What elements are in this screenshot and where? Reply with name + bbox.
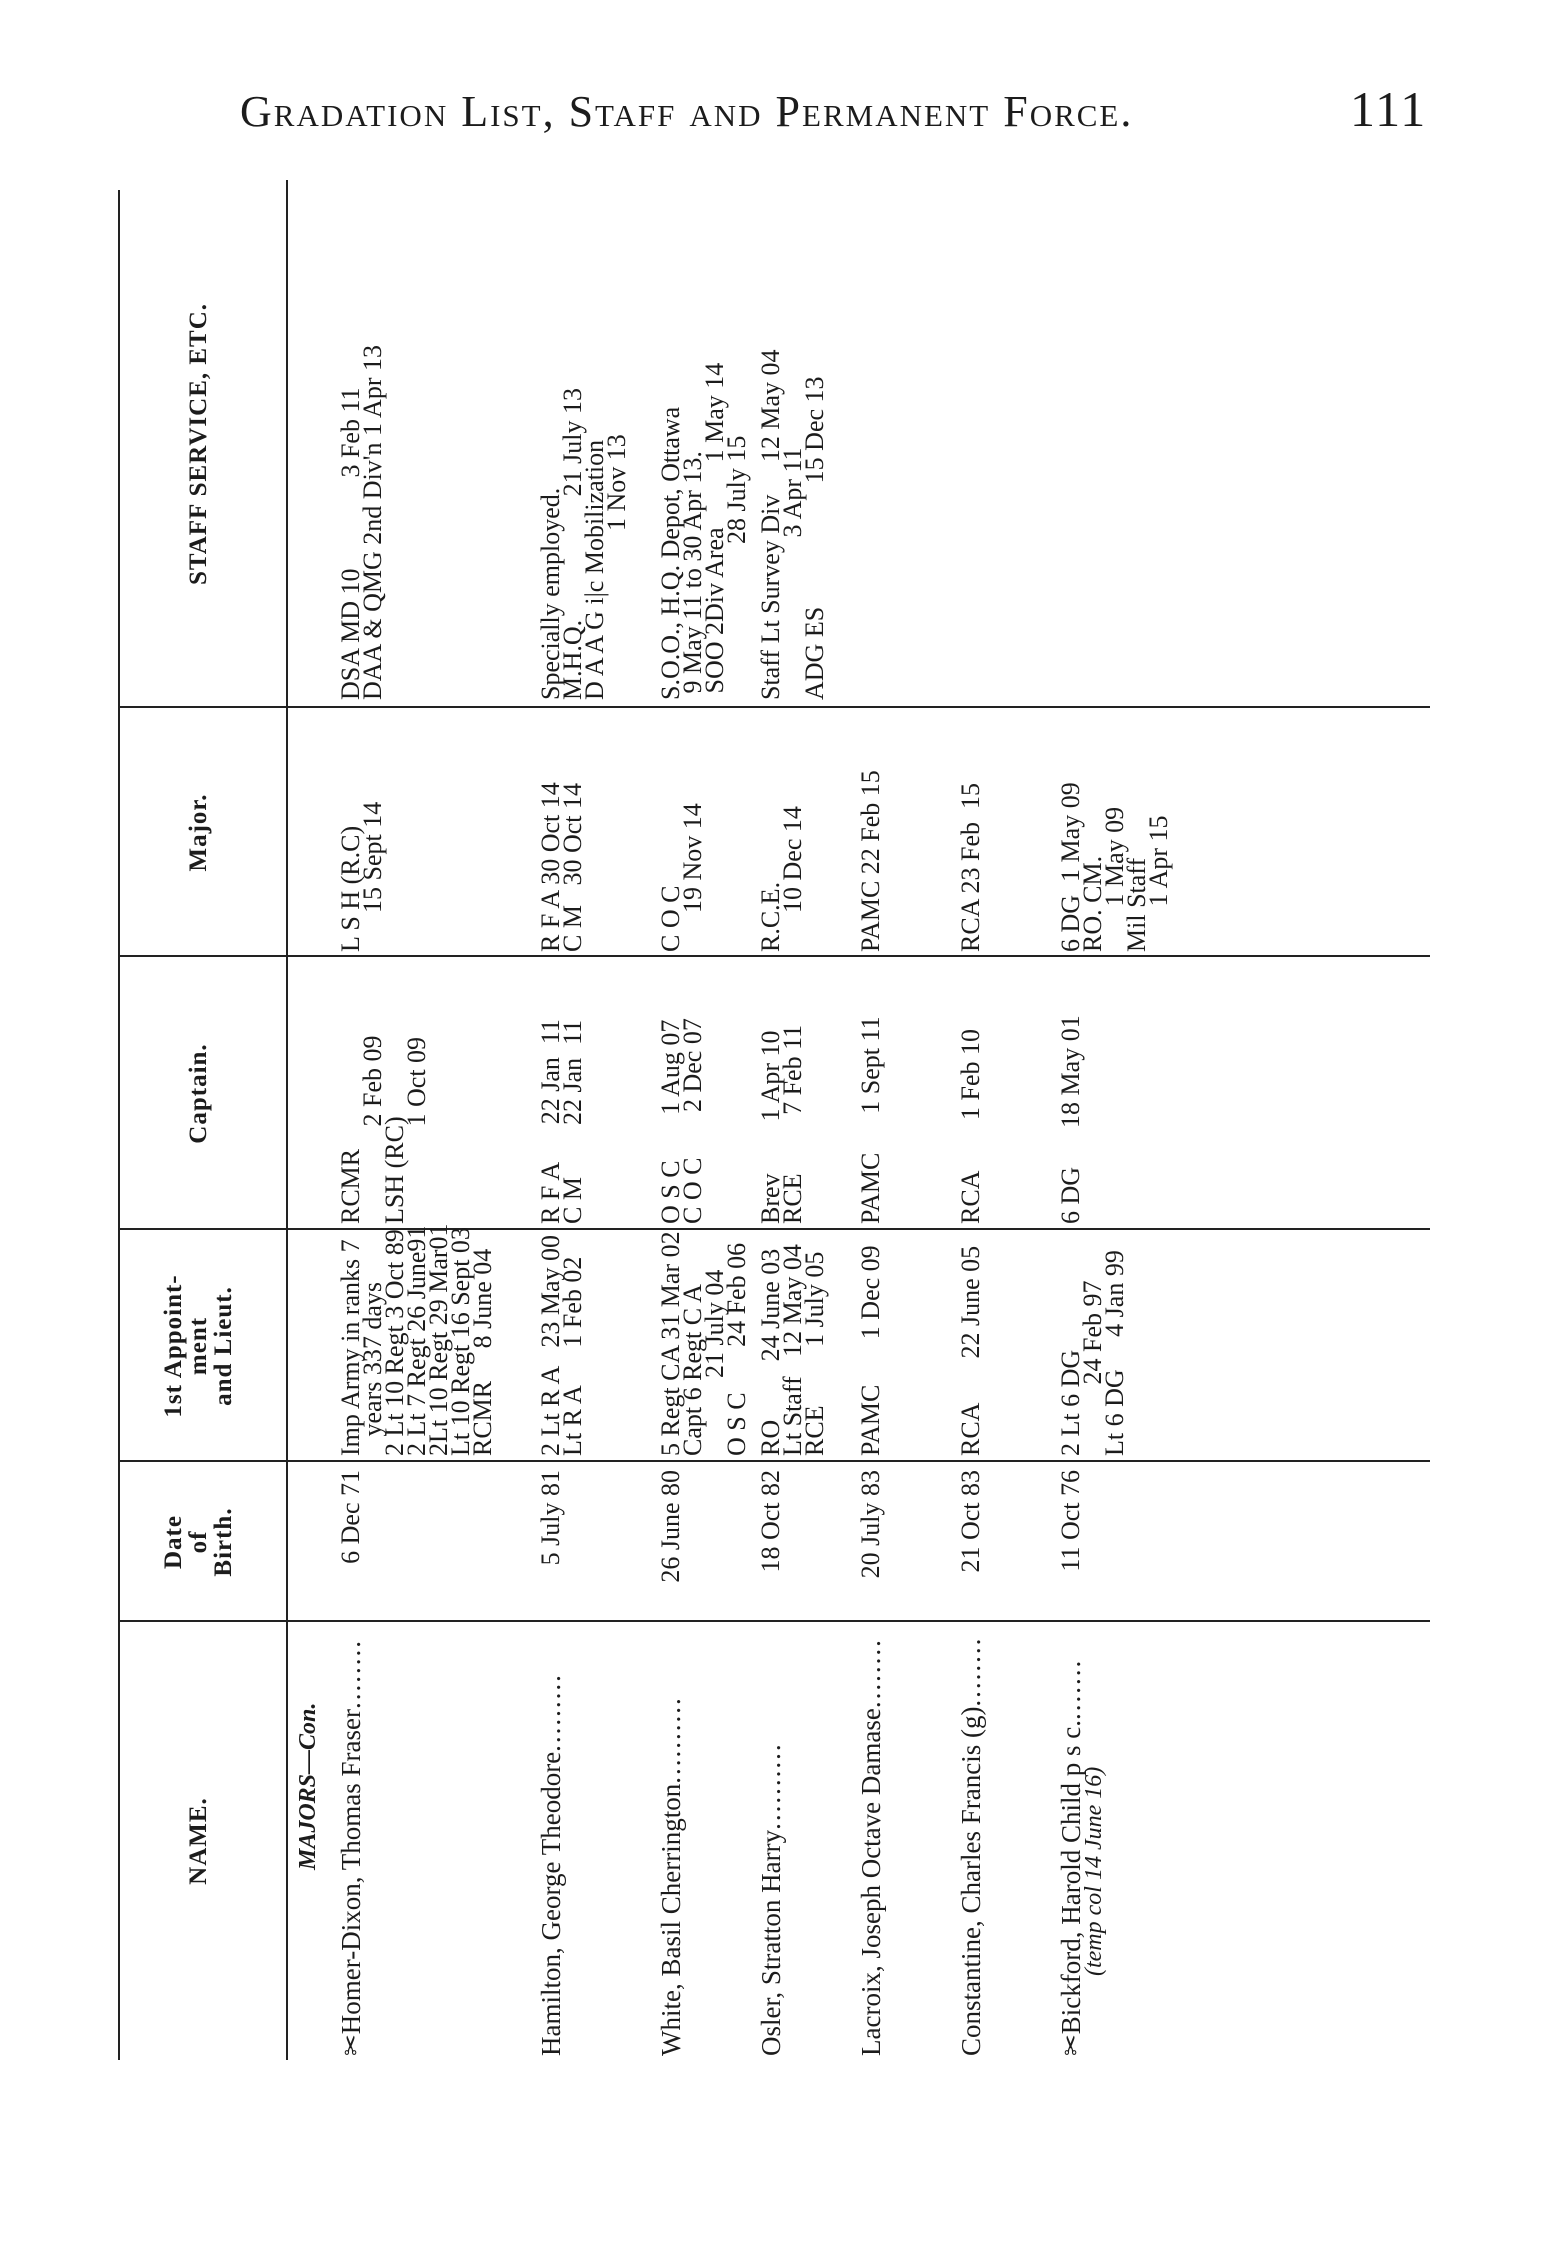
officer-name-line xyxy=(336,1626,366,2056)
major-cell xyxy=(856,712,885,952)
date-of-birth: 20 July 83 xyxy=(856,1470,885,1579)
officer-name-cell xyxy=(756,1626,786,2056)
captain-line: 6 DG 18 May 01 xyxy=(1056,1015,1085,1224)
dot-leaders: .......... xyxy=(656,1696,686,1784)
date-of-birth: 6 Dec 71 xyxy=(336,1470,365,1564)
staff-service-line: S.O.O., H.Q. Depot, Ottawa xyxy=(656,406,685,700)
staff-service-line: D A A G i|c Mobilization xyxy=(580,439,609,700)
page-header-title: Gradation List, Staff and Permanent Force. xyxy=(240,87,1134,136)
officer-name-note: (temp col 14 June 16) xyxy=(1081,1766,1107,1976)
staff-service-line: Specially employed. xyxy=(536,487,565,700)
first-appointment-cell xyxy=(656,1231,751,1456)
first-appointment-line: Lt Staff 12 May 04 xyxy=(778,1244,807,1456)
officer-name-line xyxy=(656,1626,686,2056)
first-appointment-line: 21 July 04 xyxy=(700,1269,729,1456)
staff-service-cell xyxy=(656,190,751,700)
captain-line: PAMC 1 Sept 11 xyxy=(856,1016,885,1224)
major-line: R F A 30 Oct 14 xyxy=(536,782,565,952)
captain-line: LSH (RC) xyxy=(380,1116,409,1224)
date-of-birth-cell xyxy=(336,1470,365,1620)
date-of-birth: 21 Oct 83 xyxy=(956,1470,985,1573)
rule-after-major xyxy=(118,706,1430,708)
officer-name-line xyxy=(1056,1626,1086,2056)
major-cell xyxy=(656,712,707,952)
major-line: 19 Nov 14 xyxy=(678,803,707,952)
officer-name: Hamilton, George Theodore xyxy=(536,1751,566,2056)
first-appointment-line: RO 24 June 03 xyxy=(756,1248,785,1456)
date-of-birth-cell xyxy=(956,1470,985,1620)
first-appointment-line: 2Lt 10 Regt 29 Mar01 xyxy=(424,1223,453,1456)
major-cell xyxy=(956,712,985,952)
section-caption: MAJORS—Con. xyxy=(295,1702,321,1870)
first-appointment-line: Lt R A 1 Feb 02 xyxy=(558,1256,587,1456)
first-appointment-line: O S C 24 Feb 06 xyxy=(722,1242,751,1456)
first-appointment-line: Capt 6 Regt C A xyxy=(678,1284,707,1456)
column-header-dob: Date of Birth. xyxy=(159,1507,237,1577)
dot-leaders: ......... xyxy=(536,1673,566,1752)
scissors-icon: ✂ xyxy=(337,2034,366,2056)
officer-name-line xyxy=(536,1626,566,2056)
first-appointment-line: 24 Feb 97 xyxy=(1078,1280,1107,1456)
officer-name-line xyxy=(756,1626,786,2056)
date-of-birth-cell xyxy=(756,1470,785,1620)
captain-cell xyxy=(1056,960,1085,1224)
officer-name: Bickford, Harold Child p s c. xyxy=(1056,1719,1086,2035)
captain-line: 1 Oct 09 xyxy=(402,1036,431,1224)
staff-service-cell xyxy=(536,190,631,700)
column-header-major: Major. xyxy=(184,793,212,872)
major-line: C M 30 Oct 14 xyxy=(558,783,587,952)
first-appointment-line: 2 Lt 6 DG xyxy=(1056,1349,1085,1456)
rule-after-captain xyxy=(118,955,1430,957)
captain-cell xyxy=(656,960,707,1224)
dot-leaders: ........ xyxy=(856,1638,886,1709)
major-line: 1 Apr 15 xyxy=(1144,815,1173,952)
major-line: C O C xyxy=(656,885,685,952)
dot-leaders: ....... xyxy=(1056,1658,1086,1720)
captain-line: C O C 2 Dec 07 xyxy=(678,1018,707,1224)
officer-name: Lacroix, Joseph Octave Damase xyxy=(856,1708,886,2056)
first-appointment-cell xyxy=(336,1223,497,1456)
date-of-birth: 5 July 81 xyxy=(536,1470,565,1566)
staff-service-line: DAA & QMG 2nd Div'n 1 Apr 13 xyxy=(358,345,387,700)
column-header-staff-service: STAFF SERVICE, ETC. xyxy=(184,302,212,586)
officer-name-cell xyxy=(536,1626,566,2056)
captain-line: 2 Feb 09 xyxy=(358,1035,387,1224)
first-appointment-line: 2 Lt R A 23 May 00 xyxy=(536,1234,565,1456)
captain-cell xyxy=(536,960,587,1224)
running-head xyxy=(240,78,1440,148)
captain-line: Brev 1 Apr 10 xyxy=(756,1030,785,1224)
first-appointment-line: 2 Lt 7 Regt 26 June91 xyxy=(402,1225,431,1456)
staff-service-line: 1 Nov 13 xyxy=(602,434,631,700)
captain-cell xyxy=(956,960,985,1224)
staff-service-line: 28 July 15 xyxy=(722,435,751,700)
staff-service-line: 9 May 11 to 30 Apr 13. xyxy=(678,451,707,700)
first-appointment-line: Lt 6 DG 4 Jan 99 xyxy=(1100,1250,1129,1456)
dot-leaders: .......... xyxy=(756,1742,786,1830)
major-line: PAMC 22 Feb 15 xyxy=(856,770,885,952)
gradation-table xyxy=(110,180,1430,2060)
major-cell xyxy=(756,712,807,952)
first-appointment-line: Imp Army in ranks 7 xyxy=(336,1239,365,1456)
officer-name: Constantine, Charles Francis (g) xyxy=(956,1706,986,2056)
first-appointment-cell xyxy=(756,1232,829,1456)
officer-name-line xyxy=(956,1626,986,2056)
officer-name: Homer-Dixon, Thomas Fraser xyxy=(336,1709,366,2035)
major-line: 6 DG 1 May 09 xyxy=(1056,782,1085,952)
captain-line: RCE 7 Feb 11 xyxy=(778,1024,807,1224)
officer-name-cell xyxy=(1056,1626,1107,2056)
first-appointment-cell xyxy=(856,1232,885,1456)
major-cell xyxy=(536,712,587,952)
first-appointment-line: RCMR 8 June 04 xyxy=(468,1248,497,1456)
rule-after-name xyxy=(118,1620,1430,1622)
first-appointment-line: years 337 days xyxy=(358,1281,387,1456)
captain-cell xyxy=(756,960,807,1224)
column-header-captain: Captain. xyxy=(184,1043,212,1144)
officer-name: Osler, Stratton Harry xyxy=(756,1829,786,2056)
captain-line: C M 22 Jan 11 xyxy=(558,1019,587,1224)
date-of-birth-cell xyxy=(536,1470,565,1620)
captain-cell xyxy=(856,960,885,1224)
staff-service-line: DSA MD 10 3 Feb 11 xyxy=(336,387,365,700)
staff-service-line: Staff Lt Survey Div 12 May 04 xyxy=(756,349,785,700)
first-appointment-line: 5 Regt CA 31 Mar 02 xyxy=(656,1231,685,1456)
date-of-birth-cell xyxy=(856,1470,885,1620)
captain-cell xyxy=(336,960,431,1224)
major-line: 1 May 09 xyxy=(1100,806,1129,952)
major-line: RCA 23 Feb 15 xyxy=(956,782,985,952)
major-line: RO. CM. xyxy=(1078,855,1107,952)
captain-line: R F A 22 Jan 11 xyxy=(536,1019,565,1224)
rule-after-dob xyxy=(118,1460,1430,1462)
date-of-birth: 18 Oct 82 xyxy=(756,1470,785,1573)
major-line: 10 Dec 14 xyxy=(778,806,807,952)
gradation-table-frame xyxy=(110,180,1430,2060)
column-header-name: NAME. xyxy=(184,1797,212,1885)
staff-service-line: SOO 2Div Area 1 May 14 xyxy=(700,362,729,700)
page-number: 111 xyxy=(1350,81,1428,137)
rule-after-first-appt xyxy=(118,1228,1430,1230)
header-bottom-rule xyxy=(286,180,288,2060)
first-appointment-cell xyxy=(536,1232,587,1456)
first-appointment-line: RCE 1 July 05 xyxy=(800,1251,829,1456)
captain-line: RCA 1 Feb 10 xyxy=(956,1028,985,1224)
captain-line: RCMR xyxy=(336,1148,365,1224)
dot-leaders: ........ xyxy=(956,1636,986,1707)
major-line: 15 Sept 14 xyxy=(358,801,387,952)
staff-service-cell xyxy=(756,190,829,700)
officer-name-line xyxy=(856,1626,886,2056)
officer-name-cell xyxy=(956,1626,986,2056)
scissors-icon: ✂ xyxy=(1057,2034,1086,2056)
major-line: R.C.E. xyxy=(756,881,785,952)
staff-service-line: ADG ES 15 Dec 13 xyxy=(800,376,829,700)
major-cell xyxy=(336,712,387,952)
column-header-first-appointment: 1st Appoint- ment and Lieut. xyxy=(159,1274,237,1418)
major-line: L S H (R.C) xyxy=(336,825,365,952)
date-of-birth: 11 Oct 76 xyxy=(1056,1470,1085,1572)
first-appointment-cell xyxy=(956,1232,985,1456)
major-line: Mil Staff xyxy=(1122,857,1151,952)
first-appointment-cell xyxy=(1056,1232,1129,1456)
date-of-birth-cell xyxy=(656,1470,685,1620)
officer-name-cell xyxy=(656,1626,686,2056)
major-cell xyxy=(1056,712,1173,952)
dot-leaders: ........ xyxy=(336,1639,366,1710)
staff-service-line: M.H.Q. 21 July 13 xyxy=(558,387,587,700)
first-appointment-line: PAMC 1 Dec 09 xyxy=(856,1245,885,1456)
date-of-birth-cell xyxy=(1056,1470,1085,1620)
captain-line: O S C 1 Aug 07 xyxy=(656,1019,685,1224)
first-appointment-line: RCA 22 June 05 xyxy=(956,1245,985,1456)
staff-service-cell xyxy=(336,190,387,700)
date-of-birth: 26 June 80 xyxy=(656,1470,685,1583)
staff-service-line: 3 Apr 11 xyxy=(778,447,807,700)
officer-name-cell xyxy=(856,1626,886,2056)
officer-name: White, Basil Cherrington xyxy=(656,1783,686,2056)
first-appointment-line: Lt 10 Regt 16 Sept 03 xyxy=(446,1227,475,1456)
first-appointment-line: 2 Lt 10 Regt 3 Oct 89 xyxy=(380,1229,409,1456)
officer-name-cell xyxy=(336,1626,366,2056)
